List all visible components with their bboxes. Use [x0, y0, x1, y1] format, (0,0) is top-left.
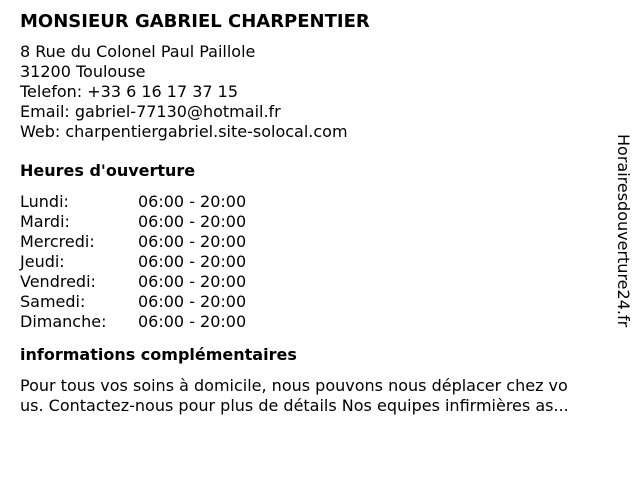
- business-card: [20, 10, 610, 416]
- day-label: Mardi:: [20, 212, 70, 231]
- day-label: Mercredi:: [20, 232, 95, 251]
- info-heading: informations complémentaires: [20, 345, 297, 364]
- time-range: 06:00 - 20:00: [138, 312, 247, 331]
- site-watermark: Horairesdouverture24.fr: [614, 134, 633, 328]
- hours-row-wednesday: [20, 232, 610, 252]
- hours-row-tuesday: [20, 212, 610, 232]
- hours-heading: Heures d'ouverture: [20, 161, 196, 180]
- info-description: [20, 376, 620, 416]
- street-address: 8 Rue du Colonel Paul Paillole: [20, 42, 256, 61]
- hours-row-friday: [20, 272, 610, 292]
- time-range: 06:00 - 20:00: [138, 192, 247, 211]
- web-line: Web: charpentiergabriel.site-solocal.com: [20, 122, 348, 141]
- day-label: Lundi:: [20, 192, 69, 211]
- phone-line: Telefon: +33 6 16 17 37 15: [20, 82, 239, 101]
- time-range: 06:00 - 20:00: [138, 232, 247, 251]
- hours-table: [20, 192, 610, 332]
- hours-row-saturday: [20, 292, 610, 312]
- hours-row-thursday: [20, 252, 610, 272]
- day-label: Jeudi:: [20, 252, 65, 271]
- day-label: Vendredi:: [20, 272, 96, 291]
- info-line-1: Pour tous vos soins à domicile, nous pouvons nous déplacer chez vo: [20, 376, 568, 395]
- city-address: 31200 Toulouse: [20, 62, 146, 81]
- time-range: 06:00 - 20:00: [138, 272, 247, 291]
- time-range: 06:00 - 20:00: [138, 292, 247, 311]
- time-range: 06:00 - 20:00: [138, 252, 247, 271]
- day-label: Samedi:: [20, 292, 86, 311]
- business-name: MONSIEUR GABRIEL CHARPENTIER: [20, 11, 370, 32]
- info-line-2: us. Contactez-nous pour plus de détails Nos equipes infirmières as...: [20, 396, 569, 415]
- hours-row-sunday: [20, 312, 610, 332]
- email-line: Email: gabriel-77130@hotmail.fr: [20, 102, 281, 121]
- time-range: 06:00 - 20:00: [138, 212, 247, 231]
- hours-row-monday: [20, 192, 610, 212]
- day-label: Dimanche:: [20, 312, 107, 331]
